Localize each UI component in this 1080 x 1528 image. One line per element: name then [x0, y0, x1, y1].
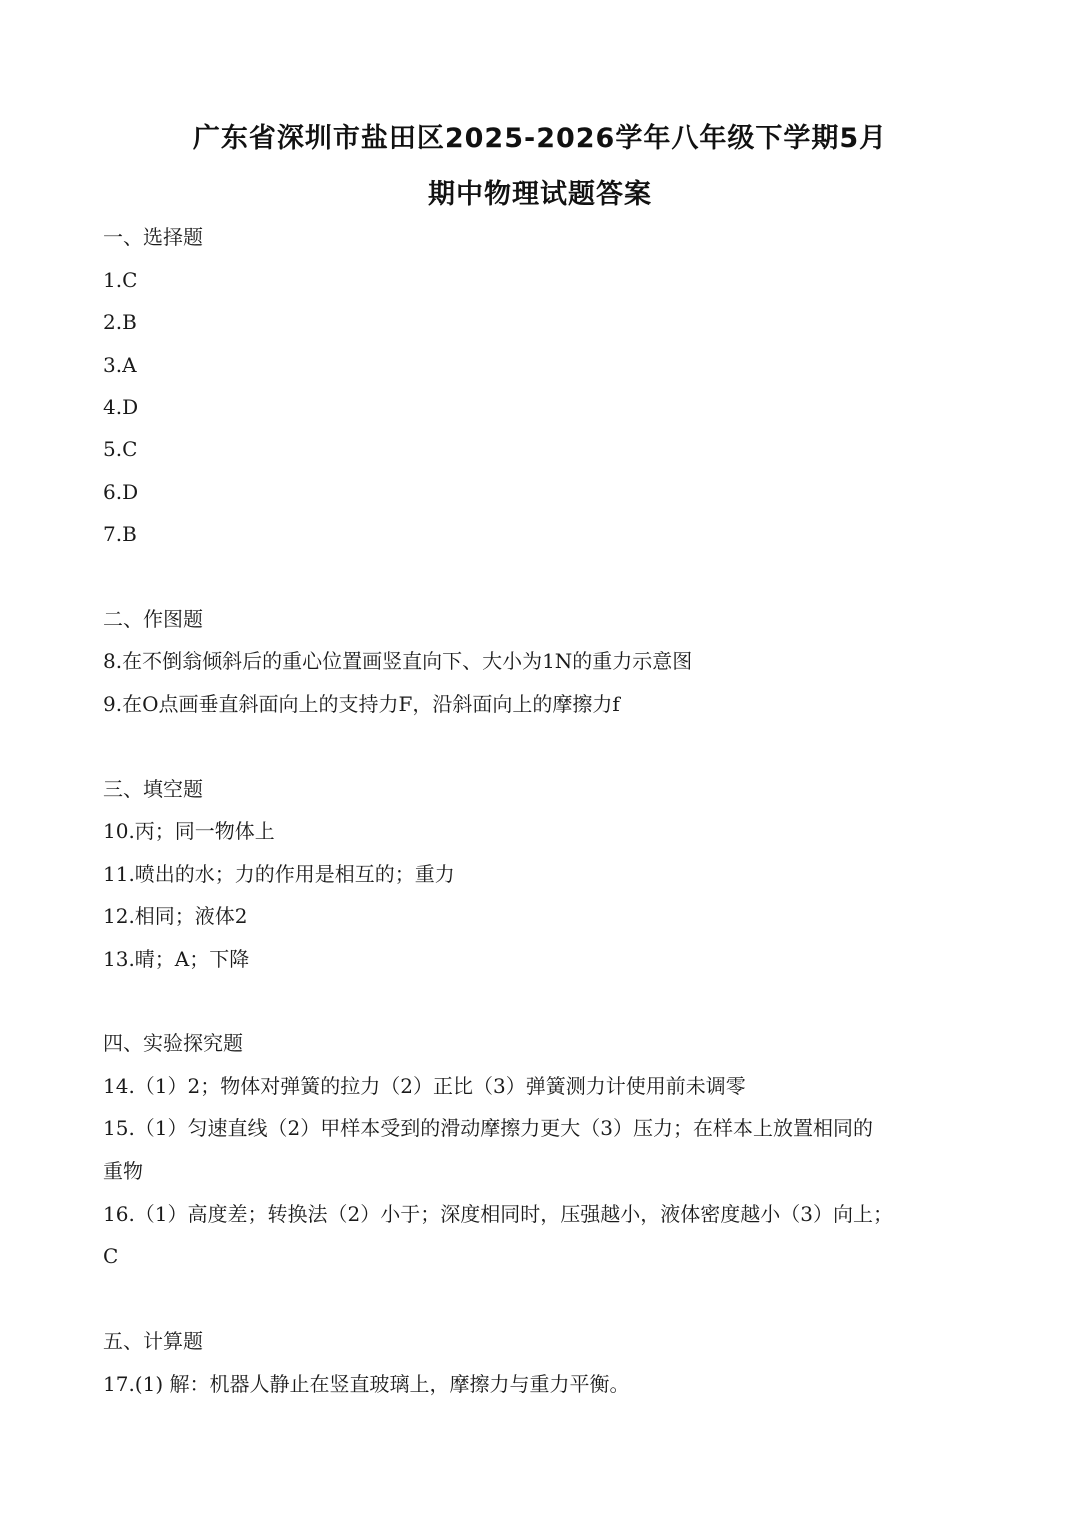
answer-line: 3.A [103, 353, 137, 377]
page-title-line-1: 广东省深圳市盐田区2025-2026学年八年级下学期5月 [192, 123, 888, 154]
answer-line: 10.丙；同一物体上 [103, 819, 275, 843]
answer-line: 6.D [103, 480, 139, 504]
answer-line: 1.C [103, 268, 138, 292]
answer-line: 8.在不倒翁倾斜后的重心位置画竖直向下、大小为1N的重力示意图 [103, 649, 693, 673]
section-heading-experiment: 四、实验探究题 [103, 1031, 243, 1055]
answer-line: C [103, 1244, 119, 1268]
answer-line: 16.（1）高度差；转换法（2）小于；深度相同时，压强越小，液体密度越小（3）向上； [103, 1202, 893, 1226]
answer-line: 7.B [103, 522, 137, 546]
section-heading-fill-blank: 三、填空题 [103, 777, 203, 801]
section-heading-choice: 一、选择题 [103, 225, 203, 249]
answer-line: 重物 [103, 1159, 143, 1183]
page-title-line-2: 期中物理试题答案 [428, 179, 652, 210]
answer-line: 2.B [103, 310, 137, 334]
answer-line: 15.（1）匀速直线（2）甲样本受到的滑动摩擦力更大（3）压力；在样本上放置相同的 [103, 1116, 873, 1140]
answer-line: 9.在O点画垂直斜面向上的支持力F，沿斜面向上的摩擦力f [103, 692, 620, 716]
section-heading-drawing: 二、作图题 [103, 607, 203, 631]
section-heading-calculation: 五、计算题 [103, 1329, 203, 1353]
answer-line: 4.D [103, 395, 139, 419]
answer-line: 11.喷出的水；力的作用是相互的；重力 [103, 862, 455, 886]
answer-line: 12.相同；液体2 [103, 904, 248, 928]
answer-line: 14.（1）2；物体对弹簧的拉力（2）正比（3）弹簧测力计使用前未调零 [103, 1074, 746, 1098]
answer-line: 5.C [103, 437, 138, 461]
answer-line: 13.晴；A；下降 [103, 947, 250, 971]
answer-line: 17.(1) 解：机器人静止在竖直玻璃上，摩擦力与重力平衡。 [103, 1372, 630, 1396]
